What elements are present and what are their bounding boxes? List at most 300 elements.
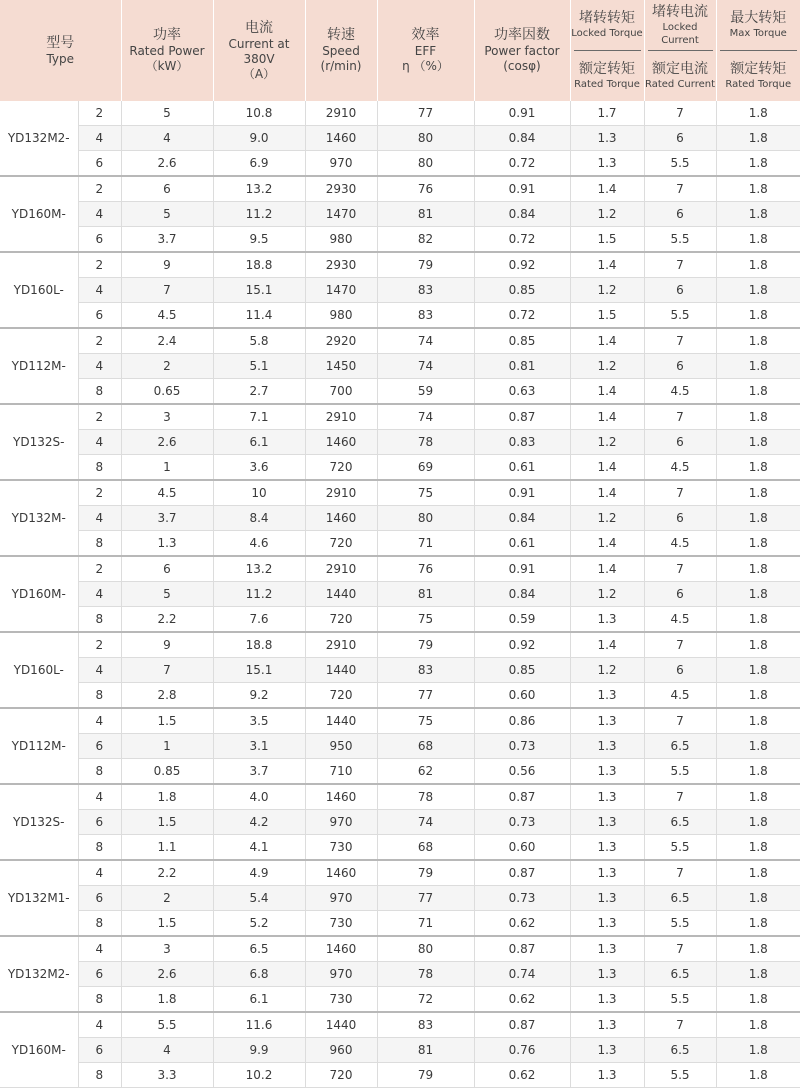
current-cell: 6.1	[213, 987, 305, 1013]
header-rated-power: 功率 Rated Power （kW）	[121, 0, 213, 101]
efficiency-cell: 74	[377, 354, 474, 379]
max-torque-ratio-cell: 1.8	[716, 658, 800, 683]
type-cell: YD132M2-	[0, 936, 78, 1012]
locked-current-ratio-cell: 5.5	[644, 835, 716, 861]
efficiency-cell: 75	[377, 708, 474, 734]
efficiency-cell: 77	[377, 886, 474, 911]
speed-cell: 730	[305, 911, 377, 937]
power-factor-cell: 0.92	[474, 252, 570, 278]
speed-cell: 2910	[305, 556, 377, 582]
table-row	[0, 151, 800, 177]
table-row	[0, 101, 800, 126]
header-locked-current-ratio: 堵转电流 Locked Current 额定电流 Rated Current	[644, 0, 716, 101]
speed-cell: 980	[305, 303, 377, 329]
locked-current-ratio-cell: 6	[644, 354, 716, 379]
type-cell: YD132S-	[0, 784, 78, 860]
speed-cell: 2930	[305, 252, 377, 278]
current-cell: 10	[213, 480, 305, 506]
efficiency-cell: 81	[377, 202, 474, 227]
locked-torque-ratio-cell: 1.5	[570, 303, 644, 329]
type-cell: YD132M1-	[0, 860, 78, 936]
efficiency-cell: 77	[377, 683, 474, 709]
speed-cell: 1460	[305, 506, 377, 531]
max-torque-ratio-cell: 1.8	[716, 708, 800, 734]
power-factor-cell: 0.72	[474, 303, 570, 329]
max-torque-ratio-cell: 1.8	[716, 404, 800, 430]
power-factor-cell: 0.86	[474, 708, 570, 734]
rated-power-cell: 3.3	[121, 1063, 213, 1088]
current-cell: 9.9	[213, 1038, 305, 1063]
rated-power-cell: 2	[121, 354, 213, 379]
header-speed: 转速 Speed (r/min)	[305, 0, 377, 101]
poles-cell: 8	[78, 379, 121, 405]
table-row	[0, 708, 800, 734]
max-torque-ratio-cell: 1.8	[716, 556, 800, 582]
speed-cell: 960	[305, 1038, 377, 1063]
max-torque-ratio-cell: 1.8	[716, 886, 800, 911]
locked-current-ratio-cell: 5.5	[644, 1063, 716, 1088]
efficiency-cell: 72	[377, 987, 474, 1013]
max-torque-ratio-cell: 1.8	[716, 962, 800, 987]
locked-current-ratio-cell: 7	[644, 1012, 716, 1038]
rated-power-cell: 3.7	[121, 506, 213, 531]
current-cell: 11.6	[213, 1012, 305, 1038]
efficiency-cell: 83	[377, 278, 474, 303]
efficiency-cell: 82	[377, 227, 474, 253]
rated-power-cell: 2.2	[121, 607, 213, 633]
locked-torque-ratio-cell: 1.2	[570, 278, 644, 303]
efficiency-cell: 80	[377, 936, 474, 962]
speed-cell: 2910	[305, 404, 377, 430]
power-factor-cell: 0.59	[474, 607, 570, 633]
max-torque-ratio-cell: 1.8	[716, 480, 800, 506]
max-torque-ratio-cell: 1.8	[716, 632, 800, 658]
power-factor-cell: 0.62	[474, 911, 570, 937]
poles-cell: 8	[78, 455, 121, 481]
power-factor-cell: 0.74	[474, 962, 570, 987]
type-cell: YD112M-	[0, 708, 78, 784]
locked-current-ratio-cell: 4.5	[644, 379, 716, 405]
locked-torque-ratio-cell: 1.4	[570, 404, 644, 430]
locked-current-ratio-cell: 6.5	[644, 1038, 716, 1063]
poles-cell: 8	[78, 835, 121, 861]
speed-cell: 730	[305, 987, 377, 1013]
max-torque-ratio-cell: 1.8	[716, 1038, 800, 1063]
locked-current-ratio-cell: 6.5	[644, 734, 716, 759]
power-factor-cell: 0.92	[474, 632, 570, 658]
table-row	[0, 784, 800, 810]
locked-torque-ratio-cell: 1.3	[570, 151, 644, 177]
max-torque-ratio-cell: 1.8	[716, 252, 800, 278]
table-row	[0, 1063, 800, 1088]
rated-power-cell: 0.65	[121, 379, 213, 405]
efficiency-cell: 75	[377, 480, 474, 506]
efficiency-cell: 76	[377, 176, 474, 202]
current-cell: 5.1	[213, 354, 305, 379]
table-row	[0, 430, 800, 455]
poles-cell: 4	[78, 936, 121, 962]
locked-current-ratio-cell: 7	[644, 860, 716, 886]
table-row	[0, 734, 800, 759]
power-factor-cell: 0.76	[474, 1038, 570, 1063]
max-torque-ratio-cell: 1.8	[716, 1012, 800, 1038]
max-torque-ratio-cell: 1.8	[716, 202, 800, 227]
speed-cell: 720	[305, 607, 377, 633]
table-row	[0, 303, 800, 329]
current-cell: 6.5	[213, 936, 305, 962]
table-row	[0, 176, 800, 202]
current-cell: 5.2	[213, 911, 305, 937]
locked-current-ratio-cell: 6	[644, 278, 716, 303]
poles-cell: 6	[78, 734, 121, 759]
locked-torque-ratio-cell: 1.4	[570, 556, 644, 582]
locked-current-ratio-cell: 5.5	[644, 151, 716, 177]
efficiency-cell: 79	[377, 252, 474, 278]
rated-power-cell: 4.5	[121, 303, 213, 329]
spec-table-body	[0, 101, 800, 1088]
current-cell: 7.6	[213, 607, 305, 633]
table-row	[0, 227, 800, 253]
rated-power-cell: 6	[121, 556, 213, 582]
table-row	[0, 556, 800, 582]
locked-torque-ratio-cell: 1.3	[570, 607, 644, 633]
locked-current-ratio-cell: 5.5	[644, 759, 716, 785]
locked-current-ratio-cell: 6	[644, 506, 716, 531]
table-row	[0, 911, 800, 937]
max-torque-ratio-cell: 1.8	[716, 734, 800, 759]
locked-torque-ratio-cell: 1.2	[570, 506, 644, 531]
power-factor-cell: 0.61	[474, 455, 570, 481]
efficiency-cell: 83	[377, 303, 474, 329]
table-row	[0, 404, 800, 430]
power-factor-cell: 0.85	[474, 278, 570, 303]
rated-power-cell: 1	[121, 455, 213, 481]
rated-power-cell: 0.85	[121, 759, 213, 785]
table-row	[0, 632, 800, 658]
efficiency-cell: 77	[377, 101, 474, 126]
poles-cell: 2	[78, 556, 121, 582]
efficiency-cell: 71	[377, 531, 474, 557]
rated-power-cell: 3	[121, 936, 213, 962]
table-row	[0, 658, 800, 683]
current-cell: 4.0	[213, 784, 305, 810]
power-factor-cell: 0.61	[474, 531, 570, 557]
locked-torque-ratio-cell: 1.4	[570, 328, 644, 354]
rated-power-cell: 5	[121, 202, 213, 227]
poles-cell: 4	[78, 658, 121, 683]
locked-torque-ratio-cell: 1.3	[570, 886, 644, 911]
speed-cell: 1440	[305, 1012, 377, 1038]
power-factor-cell: 0.73	[474, 886, 570, 911]
rated-power-cell: 4	[121, 1038, 213, 1063]
locked-torque-ratio-cell: 1.3	[570, 860, 644, 886]
poles-cell: 6	[78, 886, 121, 911]
poles-cell: 4	[78, 860, 121, 886]
current-cell: 4.2	[213, 810, 305, 835]
locked-current-ratio-cell: 7	[644, 404, 716, 430]
max-torque-ratio-cell: 1.8	[716, 582, 800, 607]
efficiency-cell: 80	[377, 126, 474, 151]
locked-current-ratio-cell: 7	[644, 936, 716, 962]
locked-torque-ratio-cell: 1.4	[570, 379, 644, 405]
rated-power-cell: 2.8	[121, 683, 213, 709]
power-factor-cell: 0.73	[474, 734, 570, 759]
locked-torque-ratio-cell: 1.2	[570, 202, 644, 227]
poles-cell: 2	[78, 480, 121, 506]
max-torque-ratio-cell: 1.8	[716, 911, 800, 937]
locked-current-ratio-cell: 7	[644, 556, 716, 582]
locked-torque-ratio-cell: 1.4	[570, 480, 644, 506]
locked-torque-ratio-cell: 1.3	[570, 987, 644, 1013]
efficiency-cell: 79	[377, 632, 474, 658]
table-row	[0, 835, 800, 861]
rated-power-cell: 3	[121, 404, 213, 430]
locked-torque-ratio-cell: 1.3	[570, 962, 644, 987]
table-row	[0, 506, 800, 531]
speed-cell: 1460	[305, 936, 377, 962]
poles-cell: 8	[78, 531, 121, 557]
poles-cell: 8	[78, 911, 121, 937]
efficiency-cell: 59	[377, 379, 474, 405]
power-factor-cell: 0.87	[474, 784, 570, 810]
current-cell: 3.7	[213, 759, 305, 785]
current-cell: 11.2	[213, 582, 305, 607]
poles-cell: 8	[78, 683, 121, 709]
locked-current-ratio-cell: 7	[644, 480, 716, 506]
table-row	[0, 1012, 800, 1038]
table-row	[0, 987, 800, 1013]
locked-torque-ratio-cell: 1.3	[570, 1063, 644, 1088]
current-cell: 6.1	[213, 430, 305, 455]
efficiency-cell: 71	[377, 911, 474, 937]
current-cell: 8.4	[213, 506, 305, 531]
rated-power-cell: 1.8	[121, 987, 213, 1013]
efficiency-cell: 69	[377, 455, 474, 481]
efficiency-cell: 78	[377, 962, 474, 987]
rated-power-cell: 2.6	[121, 430, 213, 455]
speed-cell: 710	[305, 759, 377, 785]
type-cell: YD132M-	[0, 480, 78, 556]
locked-current-ratio-cell: 6	[644, 430, 716, 455]
efficiency-cell: 78	[377, 784, 474, 810]
locked-current-ratio-cell: 6	[644, 582, 716, 607]
current-cell: 2.7	[213, 379, 305, 405]
header-power-factor: 功率因数 Power factor (cosφ)	[474, 0, 570, 101]
efficiency-cell: 81	[377, 1038, 474, 1063]
rated-power-cell: 5	[121, 582, 213, 607]
efficiency-cell: 79	[377, 860, 474, 886]
power-factor-cell: 0.87	[474, 404, 570, 430]
poles-cell: 4	[78, 202, 121, 227]
header-efficiency: 效率 EFF η （%）	[377, 0, 474, 101]
locked-current-ratio-cell: 7	[644, 328, 716, 354]
poles-cell: 2	[78, 632, 121, 658]
max-torque-ratio-cell: 1.8	[716, 151, 800, 177]
poles-cell: 6	[78, 227, 121, 253]
current-cell: 5.4	[213, 886, 305, 911]
type-cell: YD112M-	[0, 328, 78, 404]
locked-torque-ratio-cell: 1.4	[570, 455, 644, 481]
max-torque-ratio-cell: 1.8	[716, 860, 800, 886]
current-cell: 18.8	[213, 632, 305, 658]
locked-current-ratio-cell: 7	[644, 176, 716, 202]
locked-torque-ratio-cell: 1.4	[570, 252, 644, 278]
max-torque-ratio-cell: 1.8	[716, 176, 800, 202]
current-cell: 7.1	[213, 404, 305, 430]
table-row	[0, 886, 800, 911]
current-cell: 18.8	[213, 252, 305, 278]
table-row	[0, 1038, 800, 1063]
locked-torque-ratio-cell: 1.3	[570, 759, 644, 785]
table-row	[0, 531, 800, 557]
poles-cell: 4	[78, 354, 121, 379]
power-factor-cell: 0.84	[474, 506, 570, 531]
table-row	[0, 278, 800, 303]
power-factor-cell: 0.91	[474, 480, 570, 506]
rated-power-cell: 1.1	[121, 835, 213, 861]
current-cell: 13.2	[213, 556, 305, 582]
poles-cell: 4	[78, 126, 121, 151]
power-factor-cell: 0.73	[474, 810, 570, 835]
power-factor-cell: 0.91	[474, 101, 570, 126]
max-torque-ratio-cell: 1.8	[716, 607, 800, 633]
speed-cell: 720	[305, 683, 377, 709]
efficiency-cell: 81	[377, 582, 474, 607]
locked-torque-ratio-cell: 1.4	[570, 176, 644, 202]
current-cell: 9.0	[213, 126, 305, 151]
locked-torque-ratio-cell: 1.3	[570, 911, 644, 937]
speed-cell: 980	[305, 227, 377, 253]
speed-cell: 720	[305, 455, 377, 481]
locked-torque-ratio-cell: 1.2	[570, 582, 644, 607]
power-factor-cell: 0.63	[474, 379, 570, 405]
rated-power-cell: 2.6	[121, 151, 213, 177]
max-torque-ratio-cell: 1.8	[716, 354, 800, 379]
speed-cell: 2910	[305, 632, 377, 658]
current-cell: 9.5	[213, 227, 305, 253]
rated-power-cell: 4.5	[121, 480, 213, 506]
max-torque-ratio-cell: 1.8	[716, 936, 800, 962]
locked-torque-ratio-cell: 1.3	[570, 835, 644, 861]
poles-cell: 8	[78, 759, 121, 785]
max-torque-ratio-cell: 1.8	[716, 303, 800, 329]
power-factor-cell: 0.62	[474, 987, 570, 1013]
current-cell: 13.2	[213, 176, 305, 202]
type-cell: YD160L-	[0, 632, 78, 708]
max-torque-ratio-cell: 1.8	[716, 430, 800, 455]
poles-cell: 6	[78, 303, 121, 329]
locked-current-ratio-cell: 7	[644, 632, 716, 658]
current-cell: 3.5	[213, 708, 305, 734]
table-row	[0, 962, 800, 987]
header-current: 电流 Current at 380V （A）	[213, 0, 305, 101]
locked-current-ratio-cell: 6	[644, 126, 716, 151]
speed-cell: 2910	[305, 101, 377, 126]
rated-power-cell: 7	[121, 278, 213, 303]
current-cell: 4.6	[213, 531, 305, 557]
current-cell: 11.2	[213, 202, 305, 227]
max-torque-ratio-cell: 1.8	[716, 328, 800, 354]
table-row	[0, 379, 800, 405]
locked-torque-ratio-cell: 1.3	[570, 1038, 644, 1063]
type-cell: YD132M2-	[0, 101, 78, 176]
locked-torque-ratio-cell: 1.3	[570, 126, 644, 151]
table-row	[0, 455, 800, 481]
locked-torque-ratio-cell: 1.2	[570, 354, 644, 379]
locked-torque-ratio-cell: 1.4	[570, 531, 644, 557]
power-factor-cell: 0.72	[474, 151, 570, 177]
speed-cell: 1450	[305, 354, 377, 379]
locked-current-ratio-cell: 4.5	[644, 455, 716, 481]
type-cell: YD132S-	[0, 404, 78, 480]
speed-cell: 1460	[305, 430, 377, 455]
locked-current-ratio-cell: 7	[644, 708, 716, 734]
speed-cell: 700	[305, 379, 377, 405]
power-factor-cell: 0.84	[474, 202, 570, 227]
rated-power-cell: 1.8	[121, 784, 213, 810]
locked-current-ratio-cell: 6	[644, 202, 716, 227]
poles-cell: 6	[78, 151, 121, 177]
max-torque-ratio-cell: 1.8	[716, 987, 800, 1013]
max-torque-ratio-cell: 1.8	[716, 506, 800, 531]
poles-cell: 2	[78, 404, 121, 430]
current-cell: 9.2	[213, 683, 305, 709]
rated-power-cell: 1.5	[121, 911, 213, 937]
poles-cell: 8	[78, 987, 121, 1013]
current-cell: 3.6	[213, 455, 305, 481]
efficiency-cell: 83	[377, 1012, 474, 1038]
speed-cell: 720	[305, 1063, 377, 1088]
poles-cell: 4	[78, 708, 121, 734]
speed-cell: 2930	[305, 176, 377, 202]
rated-power-cell: 7	[121, 658, 213, 683]
efficiency-cell: 80	[377, 151, 474, 177]
locked-current-ratio-cell: 7	[644, 101, 716, 126]
speed-cell: 950	[305, 734, 377, 759]
table-row	[0, 252, 800, 278]
power-factor-cell: 0.84	[474, 126, 570, 151]
speed-cell: 1460	[305, 126, 377, 151]
power-factor-cell: 0.60	[474, 835, 570, 861]
efficiency-cell: 83	[377, 658, 474, 683]
current-cell: 4.1	[213, 835, 305, 861]
table-row	[0, 328, 800, 354]
rated-power-cell: 2.4	[121, 328, 213, 354]
header-type: 型号 Type	[0, 0, 121, 101]
max-torque-ratio-cell: 1.8	[716, 835, 800, 861]
current-cell: 4.9	[213, 860, 305, 886]
locked-torque-ratio-cell: 1.3	[570, 708, 644, 734]
speed-cell: 1470	[305, 202, 377, 227]
poles-cell: 4	[78, 784, 121, 810]
speed-cell: 1440	[305, 658, 377, 683]
poles-cell: 8	[78, 607, 121, 633]
current-cell: 6.9	[213, 151, 305, 177]
locked-current-ratio-cell: 5.5	[644, 303, 716, 329]
speed-cell: 970	[305, 886, 377, 911]
current-cell: 3.1	[213, 734, 305, 759]
efficiency-cell: 74	[377, 404, 474, 430]
table-row	[0, 354, 800, 379]
table-row	[0, 860, 800, 886]
power-factor-cell: 0.60	[474, 683, 570, 709]
rated-power-cell: 6	[121, 176, 213, 202]
speed-cell: 1440	[305, 582, 377, 607]
efficiency-cell: 68	[377, 734, 474, 759]
table-row	[0, 202, 800, 227]
power-factor-cell: 0.62	[474, 1063, 570, 1088]
speed-cell: 1440	[305, 708, 377, 734]
